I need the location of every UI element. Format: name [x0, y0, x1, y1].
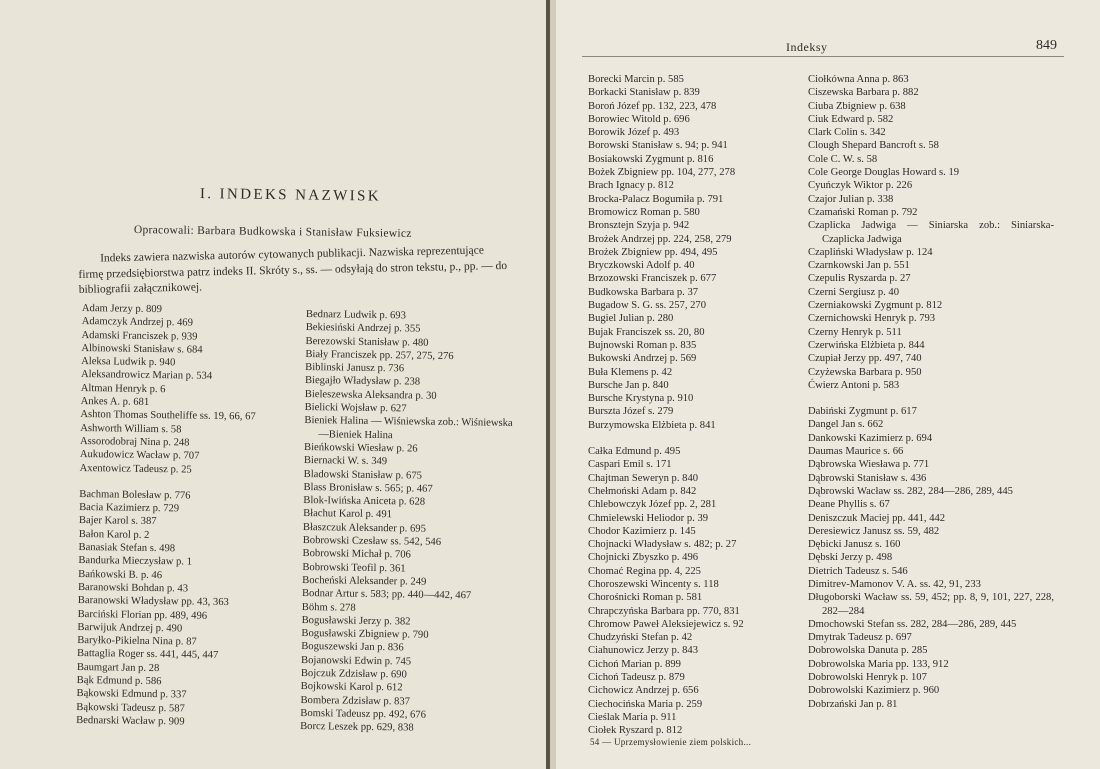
index-entry: Ćwierz Antoni p. 583 — [808, 379, 900, 391]
index-entry: Bąkowski Edmund p. 337 — [76, 688, 187, 701]
index-entry: Czernichowski Henryk p. 793 — [808, 313, 936, 325]
index-entry: Błaszczuk Aleksander p. 695 — [302, 521, 426, 535]
index-entry: Cichoń Marian p. 899 — [588, 658, 681, 670]
index-entry: Caspari Emil s. 171 — [588, 459, 672, 471]
index-entry: Bursche Jan p. 840 — [588, 379, 669, 391]
index-entry: Czamański Roman p. 792 — [808, 206, 918, 218]
index-entry: Chojnacki Władysław s. 482; p. 27 — [588, 539, 737, 551]
signature-footnote: 54 — Uprzemysłowienie ziem polskich... — [590, 737, 752, 747]
index-entry: Bąkowski Tadeusz p. 587 — [76, 701, 185, 715]
index-entry: Chajtman Seweryn p. 840 — [588, 472, 699, 484]
index-entry: Czepulis Ryszarda p. 27 — [808, 273, 911, 285]
index-entry: Czerwińska Elżbieta p. 844 — [808, 339, 925, 351]
index-entry: Chmielewski Heliodor p. 39 — [588, 512, 709, 524]
index-entry: Ciuba Zbigniew p. 638 — [808, 100, 906, 112]
compilers-line: Opracowali: Barbara Budkowska i Stanisław Fuksiewicz — [133, 224, 412, 240]
index-entry: Brach Ignacy p. 812 — [588, 180, 674, 192]
index-entry: Bandurka Mieczysław p. 1 — [78, 555, 193, 568]
index-entry: Bukowski Andrzej p. 569 — [588, 353, 697, 365]
index-column-left-1 — [76, 302, 257, 730]
index-entry: Bogusławski Zbigniew p. 790 — [301, 628, 429, 641]
index-entry: Cieślak Maria p. 911 — [588, 711, 677, 723]
index-entry: Ciechocińska Maria p. 259 — [588, 698, 703, 710]
index-entry: Bujak Franciszek ss. 20, 80 — [588, 326, 705, 338]
index-entry: Chrapczyńska Barbara pp. 770, 831 — [588, 605, 740, 617]
page-number: 849 — [1036, 38, 1057, 53]
index-entry: Czerni Sergiusz p. 40 — [808, 286, 900, 298]
index-entry: Biernacki W. s. 349 — [303, 455, 388, 468]
index-entry: Całka Edmund p. 495 — [588, 446, 681, 458]
index-entry: Bodnar Artur s. 583; pp. 440—442, 467 — [301, 588, 472, 602]
index-entry: Bugadow S. G. ss. 257, 270 — [588, 300, 707, 312]
index-entry: Bieleszewska Aleksandra p. 30 — [304, 388, 437, 402]
index-entry: Bałon Karol p. 2 — [78, 528, 150, 541]
index-entry: Chodor Kazimierz p. 145 — [588, 525, 696, 537]
index-entry: Clough Shepard Bancroft s. 58 — [808, 140, 939, 152]
index-entry: Chojnicki Zbyszko p. 496 — [588, 552, 699, 564]
index-entry: Ashworth William s. 58 — [80, 422, 182, 436]
index-entry: Bronsztejn Szyja p. 942 — [588, 220, 690, 232]
index-entry: Bańkowski B. p. 46 — [78, 568, 163, 581]
index-entry: Czaplicka Jadwiga — Siniarska zob.: Siniarska-Czaplicka Jadwiga — [808, 220, 1054, 245]
index-entry: Boroń Józef pp. 132, 223, 478 — [588, 100, 717, 112]
index-entry: Bajer Karol s. 387 — [78, 515, 157, 528]
index-entry: Dmytrak Tadeusz p. 697 — [808, 632, 912, 644]
intro-paragraph: Indeks zawiera nazwiska autorów cytowanych publikacji. Nazwiska reprezentujące firmę przedsiębiorstwa patrz indeks II. Skróty s., ss. — odsyłają do stron tekstu, p., pp. — do bibliografii załącznikowej. — [78, 244, 508, 296]
index-entry: Baryłko-Pikielna Nina p. 87 — [77, 635, 197, 648]
index-entry: Budkowska Barbara p. 37 — [588, 286, 699, 298]
index-entry: Bosiakowski Zygmunt p. 816 — [588, 153, 714, 165]
index-entry: Czajor Julian p. 338 — [808, 193, 894, 205]
index-entry: Dobrowolska Maria pp. 133, 912 — [808, 658, 949, 670]
index-entry: Chełmoński Adam p. 842 — [588, 485, 697, 497]
index-entry: Bojczuk Zdzisław p. 690 — [300, 667, 407, 681]
index-entry: Daumas Maurice s. 66 — [808, 446, 904, 458]
index-entry: Czarnkowski Jan p. 551 — [808, 260, 910, 272]
index-entry: Czupiał Jerzy pp. 497, 740 — [808, 353, 922, 365]
index-entry: Dobrowolski Henryk p. 107 — [808, 672, 927, 684]
index-entry: Altman Henryk p. 6 — [80, 382, 166, 395]
index-entry: Böhm s. 278 — [301, 601, 356, 614]
index-entry: Ciszewska Barbara p. 882 — [808, 87, 919, 99]
section-title: I. INDEKS NAZWISK — [199, 186, 382, 205]
index-entry: Bromowicz Roman p. 580 — [588, 206, 700, 218]
index-entry: Cole C. W. s. 58 — [808, 153, 878, 165]
index-entry: Bekiesiński Andrzej p. 355 — [305, 322, 421, 335]
index-entry: Adamczyk Andrzej p. 469 — [81, 316, 193, 329]
index-entry: Cole George Douglas Howard s. 19 — [808, 167, 960, 179]
index-entry: Chomać Regina pp. 4, 225 — [588, 565, 701, 577]
index-entry: Bursche Krystyna p. 910 — [588, 393, 694, 405]
index-entry: Aleksandrowicz Marian p. 534 — [80, 369, 213, 383]
index-entry: Ashton Thomas Southeliffe ss. 19, 66, 67 — [80, 409, 256, 423]
index-entry: Bomski Tadeusz pp. 492, 676 — [300, 707, 426, 721]
index-entry: Bryczkowski Adolf p. 40 — [588, 260, 695, 272]
index-entry: Dąbrowski Stanisław s. 436 — [808, 472, 927, 484]
index-entry: Biblinski Janusz p. 736 — [305, 362, 405, 375]
index-entry: Dobrowolski Kazimierz p. 960 — [808, 685, 940, 697]
index-entry: Dobrzański Jan p. 81 — [808, 698, 898, 710]
index-entry: Bugiel Julian p. 280 — [588, 313, 674, 325]
index-entry: Dangel Jan s. 662 — [808, 419, 884, 431]
index-entry: Baranowski Władysław pp. 43, 363 — [77, 595, 229, 609]
index-entry: Borecki Marcin p. 585 — [588, 74, 684, 85]
index-entry: Assorodobraj Nina p. 248 — [79, 435, 190, 449]
index-entry: Czerniakowski Zygmunt p. 812 — [808, 300, 943, 312]
index-entry: Dąbrowska Wiesława p. 771 — [808, 459, 930, 471]
index-entry: Battaglia Roger ss. 441, 445, 447 — [77, 648, 219, 662]
index-entry: Burzymowska Elżbieta p. 841 — [588, 419, 716, 431]
index-entry: Bacia Kazimierz p. 729 — [79, 502, 180, 515]
index-entry: Cichoń Tadeusz p. 879 — [588, 672, 685, 684]
index-entry: Bieńkowski Wiesław p. 26 — [303, 441, 418, 455]
index-entry: Bladowski Stanisław p. 675 — [303, 468, 423, 482]
index-entry: Borcz Leszek pp. 629, 838 — [300, 721, 414, 734]
index-entry: Czyżewska Barbara p. 950 — [808, 366, 922, 378]
right-page — [556, 0, 1100, 769]
index-entry: Choroszewski Wincenty s. 118 — [588, 578, 719, 590]
index-entry: Bojkowski Karol p. 612 — [300, 681, 403, 694]
index-entry: Albinowski Stanisław s. 684 — [81, 342, 203, 356]
index-entry: Aukudowicz Wacław p. 707 — [79, 449, 200, 462]
index-entry: Dmochowski Stefan ss. 282, 284—286, 289, 445 — [808, 618, 1017, 630]
index-entry: Blok-Iwińska Aniceta p. 628 — [303, 495, 426, 508]
index-entry: Baumgart Jan p. 28 — [76, 661, 160, 674]
index-entry: Deane Phyllis s. 67 — [808, 499, 890, 511]
index-entry: Czapliński Władysław p. 124 — [808, 246, 933, 258]
index-entry: Dimitrev-Mamonov V. A. ss. 42, 91, 233 — [808, 578, 981, 590]
index-entry: Chromow Paweł Aleksiejewicz s. 92 — [588, 618, 744, 630]
index-entry: Adam Jerzy p. 809 — [81, 302, 163, 316]
index-entry: Barciński Florian pp. 489, 496 — [77, 608, 208, 622]
index-entry: Bednarski Wacław p. 909 — [76, 714, 185, 728]
index-entry: Bogusławski Jerzy p. 382 — [301, 614, 411, 628]
index-entry: Brożek Zbigniew pp. 494, 495 — [588, 246, 718, 258]
index-entry: Bombera Zdzisław p. 837 — [300, 694, 411, 708]
index-entry: Berezowski Stanisław p. 480 — [305, 335, 429, 349]
index-entry: Długoborski Wacław ss. 59, 452; pp. 8, 9, 101, 227, 228, 282—284 — [808, 592, 1054, 617]
index-entry: Czerny Henryk p. 511 — [808, 326, 902, 338]
index-entry: Banasiak Stefan s. 498 — [78, 542, 176, 555]
index-entry: Boguszewski Jan p. 836 — [301, 641, 404, 654]
index-column-right-2 — [808, 73, 1054, 711]
index-entry: Bobrowski Teofil p. 361 — [302, 561, 406, 575]
index-entry: Bąk Edmund p. 586 — [76, 674, 162, 688]
index-entry: Aleksa Ludwik p. 940 — [81, 356, 176, 369]
index-entry: Dankowski Kazimierz p. 694 — [808, 432, 933, 444]
index-entry: Adamski Franciszek p. 939 — [81, 329, 198, 343]
index-column-left-2 — [300, 308, 522, 736]
index-entry: Brożek Andrzej pp. 224, 258, 279 — [588, 233, 732, 245]
index-entry: Bednarz Ludwik p. 693 — [305, 308, 407, 322]
index-entry: Chudzyński Stefan p. 42 — [588, 632, 693, 644]
index-entry: Borowiec Witold p. 696 — [588, 113, 690, 125]
index-entry: Brzozowski Franciszek p. 677 — [588, 273, 717, 285]
index-entry: Błachut Karol p. 491 — [303, 508, 393, 521]
index-entry: Cyuńczyk Wiktor p. 226 — [808, 180, 913, 192]
index-entry: Ciahunowicz Jerzy p. 843 — [588, 645, 699, 657]
index-entry: Bojanowski Edwin p. 745 — [301, 654, 412, 668]
index-entry: Bursztа Józef s. 279 — [588, 406, 674, 418]
index-entry: Biegajło Władysław p. 238 — [304, 375, 421, 389]
left-page — [0, 0, 548, 769]
index-entry: Bocheński Aleksander p. 249 — [302, 574, 427, 588]
index-entry: Ciołkówna Anna p. 863 — [808, 74, 909, 85]
running-head: Indeksy — [786, 40, 828, 54]
index-entry: Borkacki Stanisław p. 839 — [588, 87, 700, 99]
index-entry: Axentowicz Tadeusz p. 25 — [79, 462, 192, 476]
index-entry: Chlebowczyk Józef pp. 2, 281 — [588, 499, 717, 511]
index-entry: Ciuk Edward p. 582 — [808, 113, 894, 125]
index-entry: Baranowski Bohdan p. 43 — [77, 581, 189, 595]
index-entry: Clark Colin s. 342 — [808, 127, 886, 139]
index-entry: Dębski Jerzy p. 498 — [808, 552, 893, 564]
index-entry: Dabiński Zygmunt p. 617 — [808, 406, 917, 418]
index-entry: Bujnowski Roman p. 835 — [588, 339, 697, 351]
index-entry: Cichowicz Andrzej p. 656 — [588, 685, 699, 697]
header-rule — [582, 56, 1064, 57]
index-entry: Blass Bronisław s. 565; p. 467 — [303, 481, 433, 495]
index-entry: Bieniek Halina — Wiśniewska zob.: Wiśniewska—Bieniek Halina — [304, 415, 513, 441]
index-entry: Buła Klemens p. 42 — [588, 366, 673, 378]
index-entry: Biały Franciszek pp. 257, 275, 276 — [305, 348, 454, 362]
index-entry: Deniszczuk Maciej pp. 441, 442 — [808, 512, 946, 524]
index-entry: Borowik Józef p. 493 — [588, 127, 680, 139]
index-entry: Bobrowski Michał p. 706 — [302, 548, 411, 561]
index-entry: Dębicki Janusz s. 160 — [808, 539, 901, 551]
index-entry: Brocka-Palacz Bogumiła p. 791 — [588, 193, 724, 205]
index-entry: Dobrowolska Danuta p. 285 — [808, 645, 928, 657]
index-entry: Dietrich Tadeusz s. 546 — [808, 565, 908, 577]
index-column-right-1 — [588, 73, 788, 738]
index-entry: Bachman Bolesław p. 776 — [79, 488, 191, 502]
index-entry: Bielicki Wojsław p. 627 — [304, 402, 407, 415]
index-entry: Ankes A. p. 681 — [80, 396, 150, 409]
index-entry: Barwijuk Andrzej p. 490 — [77, 621, 183, 635]
index-entry: Dąbrowski Wacław ss. 282, 284—286, 289, 445 — [808, 485, 1013, 497]
index-entry: Bobrowski Czesław ss. 542, 546 — [302, 535, 442, 548]
index-entry: Borowski Stanisław s. 94; p. 941 — [588, 140, 728, 152]
index-entry: Chorośnicki Roman p. 581 — [588, 592, 703, 604]
index-entry: Ciołek Ryszard p. 812 — [588, 725, 683, 737]
index-entry: Deresiewicz Janusz ss. 59, 482 — [808, 525, 940, 537]
index-entry: Bożek Zbigniew pp. 104, 277, 278 — [588, 167, 736, 179]
